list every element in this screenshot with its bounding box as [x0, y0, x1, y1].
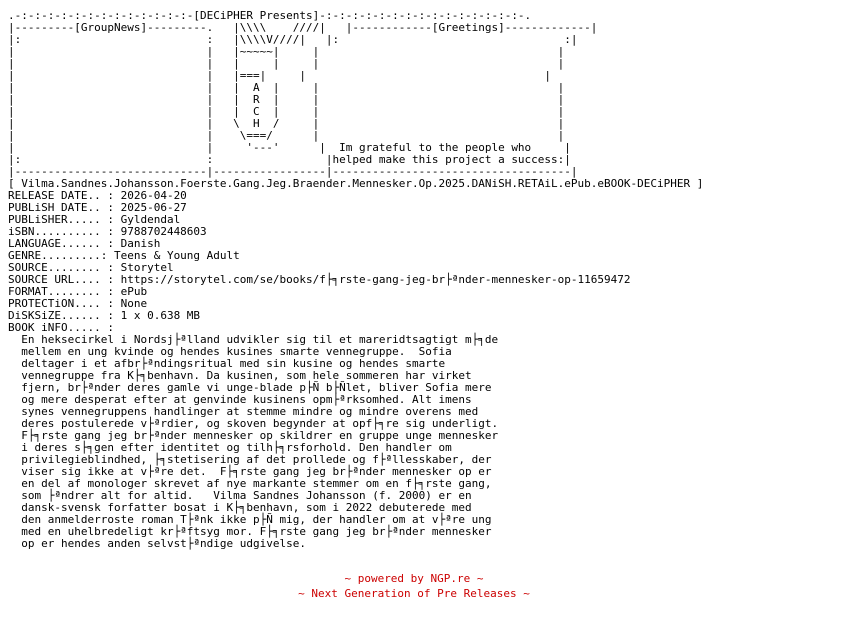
book-info-line: privilegieblindhed, ├╕stetisering af det prollede og f├ªllesskaber, der [8, 453, 492, 466]
language-field: LANGUAGE...... : Danish [8, 237, 161, 250]
powered-by-footer [0, 572, 842, 586]
format-field: FORMAT........ : ePub [8, 285, 148, 298]
book-info-line: dansk-svensk forfatter bosat i K├╕benhavn, som i 2022 debuterede med [8, 501, 472, 514]
art-line: | | | A | | | [8, 81, 565, 94]
ngp-link[interactable]: NGP.re [430, 572, 471, 585]
book-info-line: En heksecirkel i Nordsj├ªlland udvikler sig til et mareridtsagtigt m├╕de [8, 333, 499, 346]
book-info-line: vennegruppe fra K├╕benhavn. Da kusinen, som hele sommeren har virket [8, 369, 472, 382]
publish-date-field: PUBLiSH DATE.. : 2025-06-27 [8, 201, 187, 214]
art-line: | | | | | | [8, 57, 565, 70]
source-url-field: SOURCE URL.... : https://storytel.com/se/books/f├╕rste-gang-jeg-br├ªnder-mennesker-op-11659472 [8, 273, 631, 286]
book-info-line: deres postulerede v├ªrdier, og skoven begynder at opf├╕re sig underligt. [8, 417, 499, 430]
disksize-field: DiSKSiZE...... : 1 x 0.638 MB [8, 309, 201, 322]
header-banner: .-:-:-:-:-:-:-:-:-:-:-:-:-:-[DECiPHER Presents]-:-:-:-:-:-:-:-:-:-:-:-:-:-:-:-. [8, 10, 532, 22]
groupnews-greetings-header: |---------[GroupNews]---------. |\\\\ ////| |------------[Greetings]-------------| [8, 21, 598, 34]
book-info-line: med en uhelbredeligt kr├ªftsyg mor. F├╕rste gang jeg br├ªnder mennesker [8, 525, 492, 538]
book-info-line: den anmelderroste roman T├ªnk ikke p├Ñ mig, der handler om at v├ªre ung [8, 513, 492, 526]
book-info-line: som ├ªndrer alt for altid. Vilma Sandnes Johansson (f. 2000) er en [8, 489, 472, 502]
isbn-field: iSBN.......... : 9788702448603 [8, 225, 207, 238]
greetings-text-line: | | '---' | Im grateful to the people who | [8, 141, 571, 154]
art-line: | | |~~~~~| | | [8, 45, 565, 58]
book-info-line: F├╕rste gang jeg br├ªnder mennesker op skildrer en gruppe unge mennesker [8, 429, 499, 442]
book-info-line: mellem en ung kvinde og hendes kusines smarte vennegruppe. Sofia [8, 345, 452, 358]
book-info-line: viser sig ikke at v├ªre det. F├╕rste gang jeg br├ªnder mennesker op er [8, 465, 492, 478]
protection-field: PROTECTiON.... : None [8, 297, 148, 310]
book-info-line: i deres s├╕gen efter identitet og tilh├╕rsforhold. Den handler om [8, 441, 452, 454]
release-name: [ Vilma.Sandnes.Johansson.Foerste.Gang.Jeg.Braender.Mennesker.Op.2025.DANiSH.RETAiL.ePub.eBOOK-DECiPHER ] [8, 177, 704, 190]
book-info-line: synes vennegruppens handlinger at stemme mindre og mindre overens med [8, 405, 479, 418]
publisher-field: PUBLiSHER..... : Gyldendal [8, 213, 181, 226]
book-info-line: en del af monologer skrevet af nye markante stemmer om en f├╕rste gang, [8, 477, 492, 490]
art-line: | | \ H / | | [8, 117, 565, 130]
source-field: SOURCE........ : Storytel [8, 261, 174, 274]
nfo-text [8, 10, 848, 550]
powered-by-suffix: ~ [470, 572, 484, 585]
genre-field: GENRE.........: Teens & Young Adult [8, 249, 240, 262]
book-info-line: op er hendes anden selvst├ªndige udgivelse. [8, 537, 307, 550]
book-info-line: fjern, br├ªnder deres gamle vi unge-blade p├Ñ b├Ñlet, bliver Sofia mere [8, 381, 492, 394]
art-line: |: : |\\\\V////| |: :| [8, 33, 578, 46]
powered-by-prefix: ~ powered by [344, 572, 431, 585]
art-bottom-border: |-----------------------------|-----------------|------------------------------------| [8, 165, 578, 178]
tagline-footer: ~ Next Generation of Pre Releases ~ [298, 587, 530, 600]
art-line: | | | C | | | [8, 105, 565, 118]
book-info-line: og mere desperat efter at genvinde kusinens opm├ªrksomhed. Alt imens [8, 393, 472, 406]
book-info-label: BOOK iNFO..... : [8, 321, 114, 334]
greetings-text-line: |: : |helped make this project a success:| [8, 153, 571, 166]
art-line: | | |===| | | [8, 69, 552, 82]
art-line: | | | R | | | [8, 93, 565, 106]
art-line: | | \===/ | | [8, 129, 565, 142]
book-info-line: deltager i et afbr├ªndingsritual med sin kusine og hendes smarte [8, 357, 446, 370]
release-date-field: RELEASE DATE.. : 2026-04-20 [8, 189, 187, 202]
